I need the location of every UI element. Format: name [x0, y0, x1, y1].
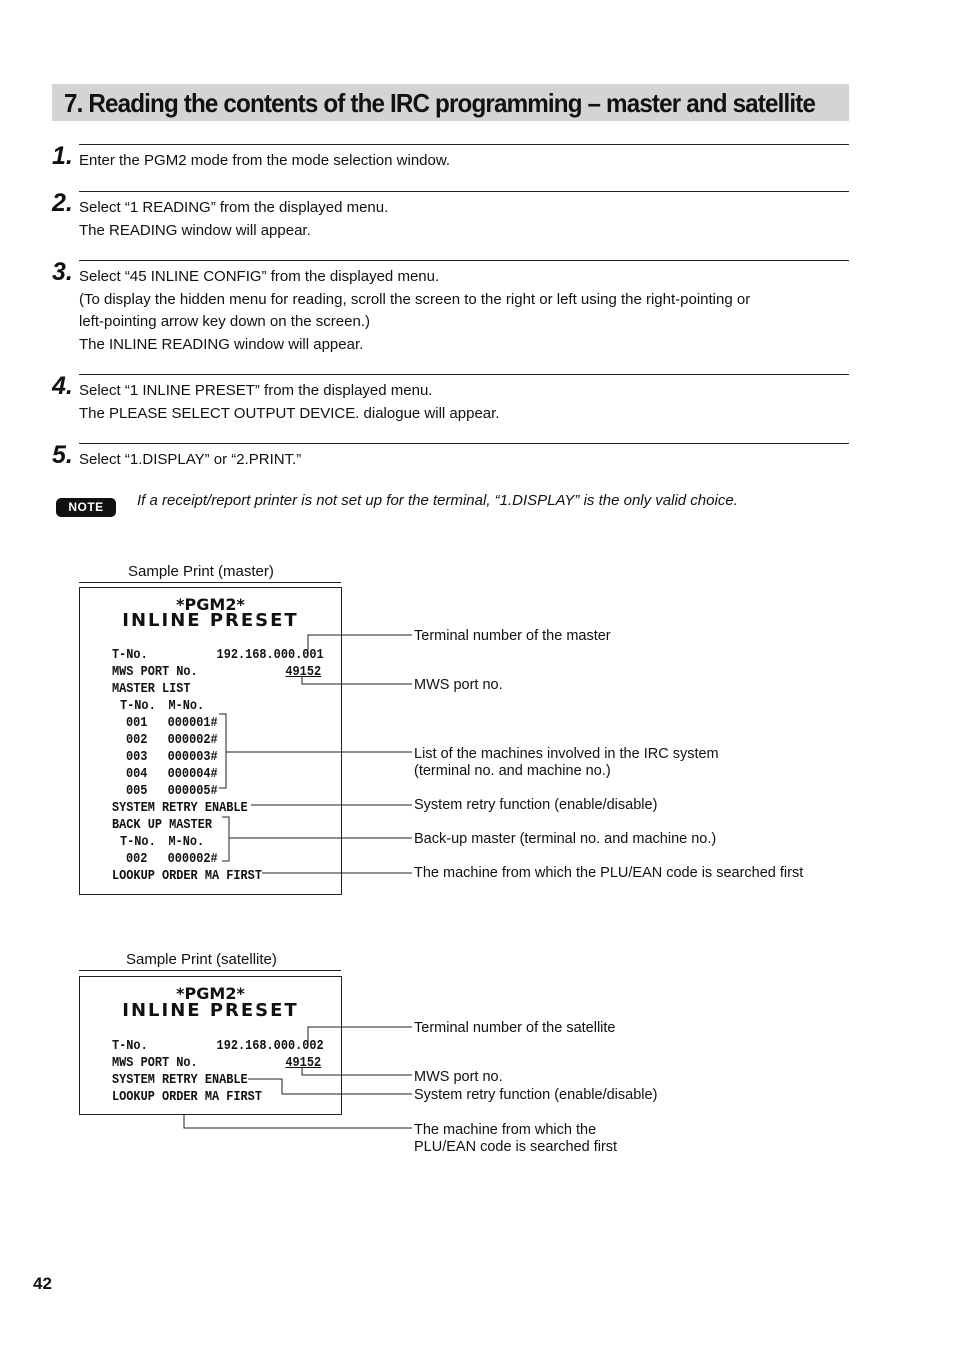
annot-satellite-lookup-2: PLU/EAN code is searched first — [414, 1139, 618, 1155]
list-mno: 000003# — [167, 749, 218, 765]
list-tno: 002 — [126, 732, 148, 748]
receipt-subtitle: INLINE PRESET — [122, 610, 299, 631]
lookup-line: LOOKUP ORDER MA FIRST — [112, 1089, 262, 1105]
step-line: Select “1 INLINE PRESET” from the displayed menu. — [79, 382, 433, 399]
master-list-label: MASTER LIST — [112, 681, 191, 697]
list-header-tno: T-No. — [120, 698, 156, 714]
step-line: (To display the hidden menu for reading, scroll the screen to the right or left using the right-pointing or — [79, 290, 751, 308]
annot-master-backup: Back-up master (terminal no. and machine no.) — [414, 831, 717, 847]
backup-master-line: BACK UP MASTER — [112, 817, 212, 833]
backup-header-tno: T-No. — [120, 834, 156, 850]
list-tno: 001 — [126, 715, 148, 731]
annot-master-lookup: The machine from which the PLU/EAN code is searched first — [414, 865, 804, 881]
satellite-caption: Sample Print (satellite) — [126, 951, 277, 968]
mws-value: 49152 — [285, 1055, 322, 1071]
step-line: Select “45 INLINE CONFIG” from the displayed menu. — [79, 268, 440, 285]
mws-label: MWS PORT No. — [112, 664, 198, 680]
step-line: The INLINE READING window will appear. — [79, 335, 364, 353]
step-line: Select “1.DISPLAY” or “2.PRINT.” — [79, 451, 302, 468]
lookup-line: LOOKUP ORDER MA FIRST — [112, 868, 262, 884]
mws-label: MWS PORT No. — [112, 1055, 198, 1071]
leader-satellite-mws — [302, 1068, 412, 1075]
master-caption: Sample Print (master) — [128, 563, 274, 580]
leader-satellite-retry — [248, 1079, 412, 1094]
annot-master-list-2: (terminal no. and machine no.) — [414, 763, 611, 779]
leader-master-list-bracket — [219, 714, 226, 788]
backup-header-mno: M-No. — [168, 834, 205, 850]
step-line: Enter the PGM2 mode from the mode selection window. — [79, 152, 451, 169]
leader-master-backup-bracket — [222, 817, 229, 861]
system-retry-line: SYSTEM RETRY ENABLE — [112, 800, 248, 816]
note-text: If a receipt/report printer is not set up for the terminal, “1.DISPLAY” is the only valid choice. — [137, 492, 738, 509]
step-line: left-pointing arrow key down on the screen.) — [79, 313, 370, 330]
backup-mno: 000002# — [167, 851, 218, 867]
mws-value: 49152 — [285, 664, 322, 680]
annot-master-mws: MWS port no. — [414, 677, 503, 693]
receipt-title: *PGM2* — [176, 595, 245, 614]
tno-label: T-No. — [112, 647, 148, 663]
list-header-mno: M-No. — [168, 698, 205, 714]
list-tno: 004 — [126, 766, 148, 782]
leader-satellite-lookup — [184, 1114, 412, 1128]
section-title: 7. Reading the contents of the IRC programming – master and satellite — [64, 88, 816, 118]
list-mno: 000005# — [167, 783, 218, 799]
note-badge: NOTE — [56, 498, 116, 517]
annot-master-list-1: List of the machines involved in the IRC system — [414, 746, 719, 762]
list-tno: 005 — [126, 783, 148, 799]
step-line: The READING window will appear. — [79, 221, 311, 239]
page-number: 42 — [33, 1274, 52, 1293]
list-tno: 003 — [126, 749, 148, 765]
step-line: The PLEASE SELECT OUTPUT DEVICE. dialogue will appear. — [79, 404, 500, 422]
receipt-title: *PGM2* — [176, 984, 245, 1003]
tno-value: 192.168.000.001 — [216, 647, 324, 663]
annot-satellite-retry: System retry function (enable/disable) — [414, 1087, 658, 1103]
step-number: 5. — [52, 441, 73, 469]
tno-value: 192.168.000.002 — [216, 1038, 324, 1054]
step-number: 1. — [52, 142, 73, 170]
list-mno: 000002# — [167, 732, 218, 748]
annot-master-terminal: Terminal number of the master — [414, 628, 611, 644]
step-number: 2. — [52, 189, 73, 217]
receipt-subtitle: INLINE PRESET — [122, 1000, 299, 1021]
annot-satellite-terminal: Terminal number of the satellite — [414, 1020, 616, 1036]
list-mno: 000001# — [167, 715, 218, 731]
annot-satellite-lookup-1: The machine from which the — [414, 1122, 597, 1138]
step-number: 4. — [52, 372, 73, 400]
system-retry-line: SYSTEM RETRY ENABLE — [112, 1072, 248, 1088]
tno-label: T-No. — [112, 1038, 148, 1054]
leader-master-terminal — [308, 635, 412, 650]
annot-master-retry: System retry function (enable/disable) — [414, 797, 658, 813]
step-line: Select “1 READING” from the displayed menu. — [79, 199, 389, 216]
backup-tno: 002 — [126, 851, 148, 867]
step-number: 3. — [52, 258, 73, 286]
leader-master-mws — [302, 676, 412, 684]
list-mno: 000004# — [167, 766, 218, 782]
annot-satellite-mws: MWS port no. — [414, 1069, 503, 1085]
leader-satellite-terminal — [308, 1027, 412, 1042]
